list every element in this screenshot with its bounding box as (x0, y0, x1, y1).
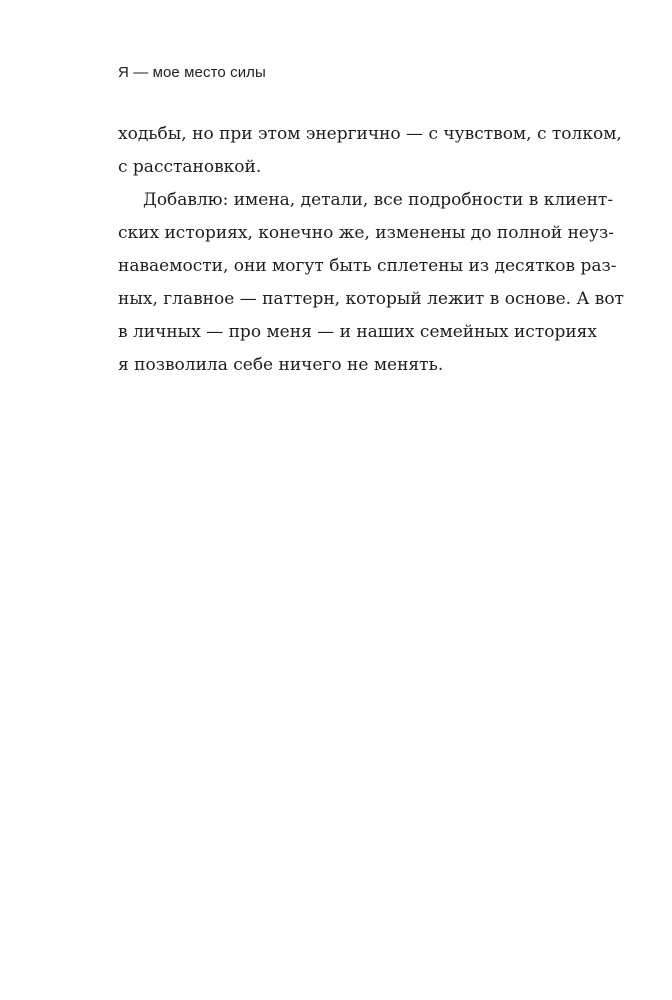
running-header: Я — мое место силы (118, 64, 266, 81)
text-line: ских историях, конечно же, изменены до полной неуз- (118, 223, 614, 243)
text-line: ных, главное — паттерн, который лежит в основе. А вот (118, 289, 624, 309)
text-line: я позволила себе ничего не менять. (118, 355, 444, 375)
text-line: в личных — про меня — и наших семейных историях (118, 322, 597, 342)
body-text (118, 118, 624, 382)
text-line: Добавлю: имена, детали, все подробности в клиент- (143, 190, 614, 210)
text-line: с расстановкой. (118, 157, 262, 177)
text-line: ходьбы, но при этом энергично — с чувством, с толком, (118, 124, 622, 144)
text-line: наваемости, они могут быть сплетены из десятков раз- (118, 256, 617, 276)
